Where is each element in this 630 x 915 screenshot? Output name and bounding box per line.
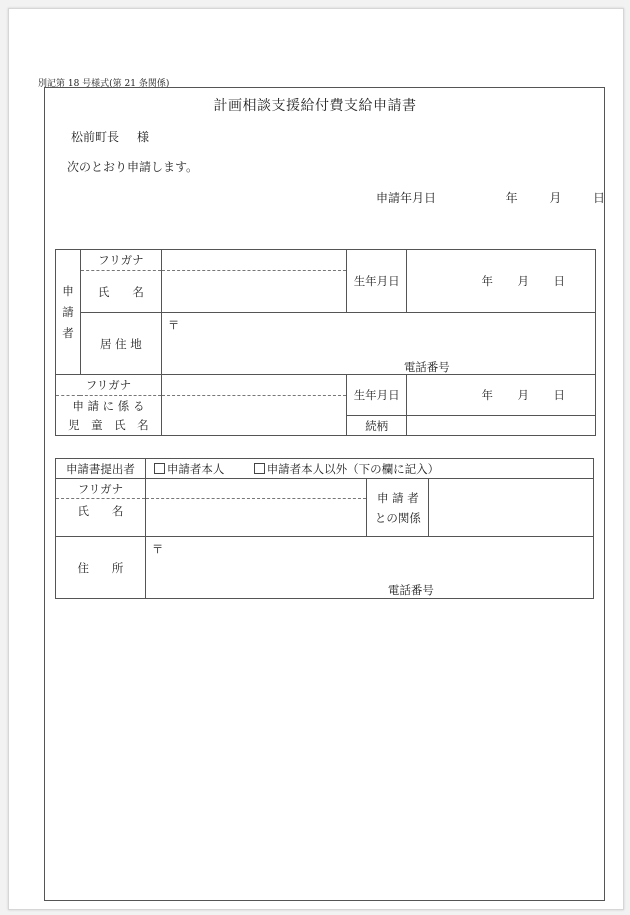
applicant-furigana-field[interactable] xyxy=(161,250,346,271)
addressee-honorific: 様 xyxy=(137,130,150,144)
addressee xyxy=(71,128,149,145)
applicant-furigana-label: フリガナ xyxy=(80,250,161,271)
applicant-birth-label: 生年月日 xyxy=(347,250,407,313)
submitter-postal-mark: 〒 xyxy=(151,542,164,556)
submitter-relation-label: 申 請 者 との関係 xyxy=(367,479,429,537)
submitter-self-checkbox[interactable] xyxy=(154,463,165,474)
submitter-other-checkbox[interactable] xyxy=(254,463,265,474)
applicant-section-label: 申 請 者 xyxy=(56,250,81,375)
submitter-table xyxy=(55,458,594,599)
child-furigana-field[interactable] xyxy=(161,375,346,396)
form-title: 計画相談支援給付費支給申請書 xyxy=(213,98,417,114)
submitter-options xyxy=(145,459,593,479)
application-date-year[interactable]: 年 xyxy=(505,191,518,205)
submitter-address-label: 住 所 xyxy=(56,537,146,599)
applicant-address-label: 居 住 地 xyxy=(80,313,161,375)
submitter-other-option: 申請者本人以外（下の欄に記入） xyxy=(266,461,440,476)
applicant-postal-mark: 〒 xyxy=(167,318,180,332)
application-date-label: 申請年月日 xyxy=(376,191,437,205)
submitter-self-option: 申請者本人 xyxy=(166,461,225,476)
applicant-phone-label: 電話番号 xyxy=(403,360,450,374)
applicant-address-field[interactable] xyxy=(161,313,595,375)
child-birth-label: 生年月日 xyxy=(347,375,407,416)
addressee-name: 松前町長 xyxy=(71,130,120,144)
applicant-birth-field[interactable]: 年 月 日 xyxy=(407,250,596,313)
applicant-name-field[interactable] xyxy=(161,271,346,313)
application-date-month[interactable]: 月 xyxy=(549,191,562,205)
submitter-furigana-label: フリガナ xyxy=(56,479,146,499)
request-text: 次のとおり申請します。 xyxy=(67,160,199,174)
submitter-furigana-field[interactable] xyxy=(145,479,367,499)
applicant-name-label: 氏 名 xyxy=(80,271,161,313)
application-date-day[interactable]: 日 xyxy=(593,191,606,205)
submitter-name-label: 氏 名 xyxy=(56,499,146,537)
submitter-name-field[interactable] xyxy=(145,499,367,537)
applicant-table xyxy=(55,249,596,436)
submitter-phone-label: 電話番号 xyxy=(387,583,434,597)
submitter-label: 申請書提出者 xyxy=(56,459,146,479)
child-name-label: 申 請 に 係 る 児 童 氏 名 xyxy=(56,396,162,436)
submitter-relation-field[interactable] xyxy=(429,479,594,537)
application-date xyxy=(376,189,605,206)
child-relation-field[interactable] xyxy=(407,416,596,436)
submitter-address-field[interactable] xyxy=(145,537,593,599)
child-relation-label: 続柄 xyxy=(347,416,407,436)
form-id: 別記第 18 号様式(第 21 条関係) xyxy=(38,79,170,89)
child-furigana-label: フリガナ xyxy=(56,375,162,396)
child-birth-field[interactable]: 年 月 日 xyxy=(407,375,596,416)
child-name-field[interactable] xyxy=(161,396,346,436)
